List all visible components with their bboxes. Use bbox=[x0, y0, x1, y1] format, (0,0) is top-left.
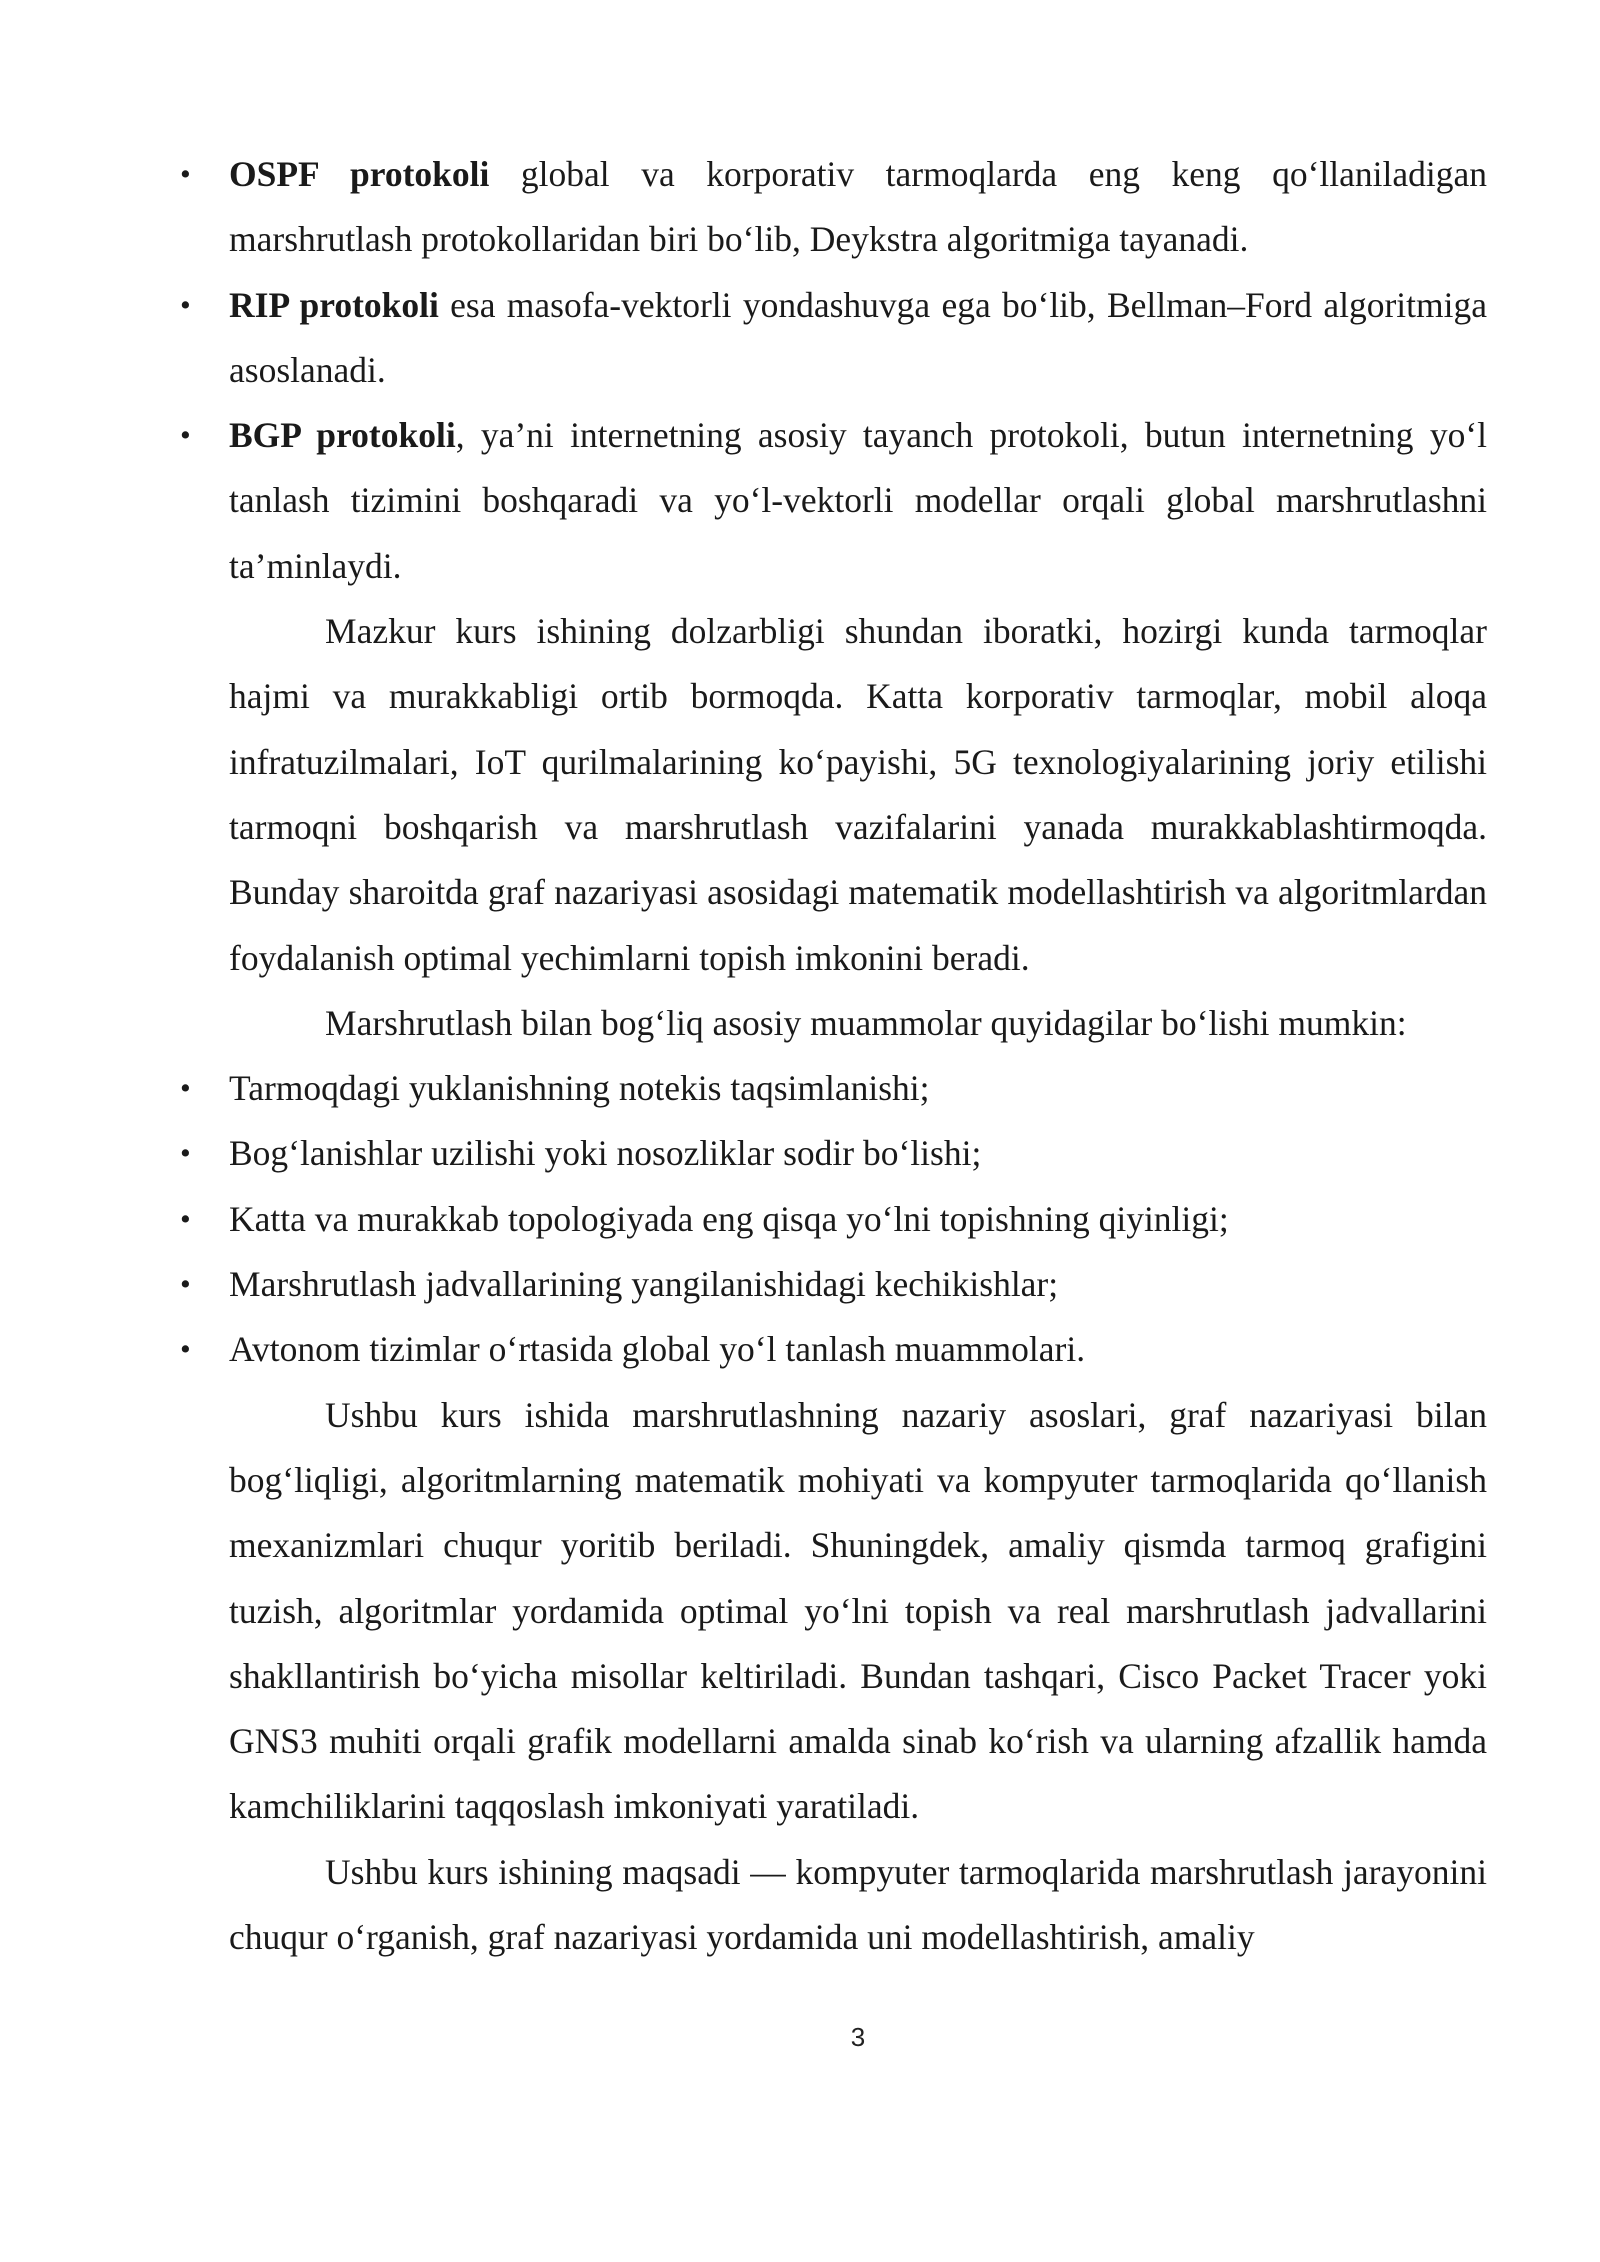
protocol-name: OSPF protokoli bbox=[229, 154, 490, 194]
problem-text: Katta va murakkab topologiyada eng qisqa yo‘lni topishning qiyinligi; bbox=[229, 1198, 1229, 1239]
protocol-item-rip bbox=[178, 273, 1488, 404]
page-number: 3 bbox=[850, 2022, 866, 2052]
protocol-name: BGP protokoli bbox=[229, 415, 456, 456]
protocol-item-bgp bbox=[178, 403, 1488, 599]
problem-text: Avtonom tizimlar o‘rtasida global yo‘l tanlash muammolari. bbox=[229, 1329, 1086, 1370]
bullet-icon: • bbox=[178, 160, 193, 189]
bullet-icon: • bbox=[178, 1074, 193, 1104]
protocol-list bbox=[178, 142, 1488, 599]
problem-item bbox=[178, 1252, 1487, 1317]
problem-item bbox=[178, 1056, 1487, 1121]
bullet-icon: • bbox=[178, 1335, 193, 1365]
problem-text: Marshrutlash jadvallarining yangilanishidagi kechikishlar; bbox=[229, 1264, 1059, 1305]
problem-item bbox=[178, 1317, 1487, 1382]
relevance-paragraph: Mazkur kurs ishining dolzarbligi shundan iboratki, hozirgi kunda tarmoqlar hajmi va murakkabligi ortib bormoqda. Katta korporativ tarmoqlar, mobil aloqa infratuzilmalari, IoT qurilmalarining ko‘payishi, 5G texnologiyalarining joriy etilishi tarmoqni boshqarish va marshrutlash vazifalarini yanada murakkablashtirmoqda. Bunday sharoitda graf nazariyasi asosidagi matematik modellashtirish va algoritmlardan foydalanish optimal yechimlarni topish imkonini beradi. bbox=[229, 611, 1487, 978]
protocol-item-ospf bbox=[178, 142, 1487, 273]
bullet-icon: • bbox=[178, 1139, 193, 1169]
bullet-icon: • bbox=[178, 421, 193, 451]
protocol-description: esa masofa-vektorli yondashuvga ega bo‘lib, Bellman–Ford algoritmiga asoslanadi. bbox=[229, 284, 1488, 390]
protocol-description: global va korporativ tarmoqlarda eng keng qo‘llaniladigan marshrutlash protokollaridan biri bo‘lib, Deykstra algoritmiga tayanadi. bbox=[229, 154, 1487, 260]
bullet-icon: • bbox=[178, 1204, 193, 1234]
problem-item bbox=[178, 1121, 1487, 1186]
problems-intro-paragraph: Marshrutlash bilan bog‘liq asosiy muammolar quyidagilar bo‘lishi mumkin: bbox=[325, 1002, 1407, 1043]
problem-text: Tarmoqdagi yuklanishning notekis taqsimlanishi; bbox=[229, 1068, 930, 1109]
problem-item bbox=[178, 1187, 1487, 1252]
scope-paragraph: Ushbu kurs ishida marshrutlashning nazariy asoslari, graf nazariyasi bilan bog‘liqligi, algoritmlarning matematik mohiyati va kompyuter tarmoqlarida qo‘llanish mexanizmlari chuqur yoritib beriladi. Shuningdek, amaliy qismda tarmoq grafigini tuzish, algoritmlar yordamida optimal yo‘lni topish va real marshrutlash jadvallarini shakllantirish bo‘yicha misollar keltiriladi. Bundan tashqari, Cisco Packet Tracer yoki GNS3 muhiti orqali grafik modellarni amalda sinab ko‘rish va ularning afzallik hamda kamchiliklarini taqqoslash imkoniyati yaratiladi. bbox=[229, 1394, 1487, 1827]
bullet-icon: • bbox=[178, 290, 193, 320]
protocol-name: RIP protokoli bbox=[229, 284, 439, 325]
problems-list bbox=[178, 1056, 1487, 1382]
page-body bbox=[178, 142, 1488, 1970]
problem-text: Bog‘lanishlar uzilishi yoki nosozliklar sodir bo‘lishi; bbox=[229, 1133, 982, 1174]
bullet-icon: • bbox=[178, 1270, 193, 1300]
goal-paragraph: Ushbu kurs ishining maqsadi — kompyuter tarmoqlarida marshrutlash jarayonini chuqur o‘rganish, graf nazariyasi yordamida uni modellashtirish, amaliy bbox=[229, 1851, 1487, 1958]
protocol-description: , ya’ni internetning asosiy tayanch protokoli, butun internetning yo‘l tanlash tizimini boshqaradi va yo‘l-vektorli modellar orqali global marshrutlashni ta’minlaydi. bbox=[229, 415, 1488, 586]
